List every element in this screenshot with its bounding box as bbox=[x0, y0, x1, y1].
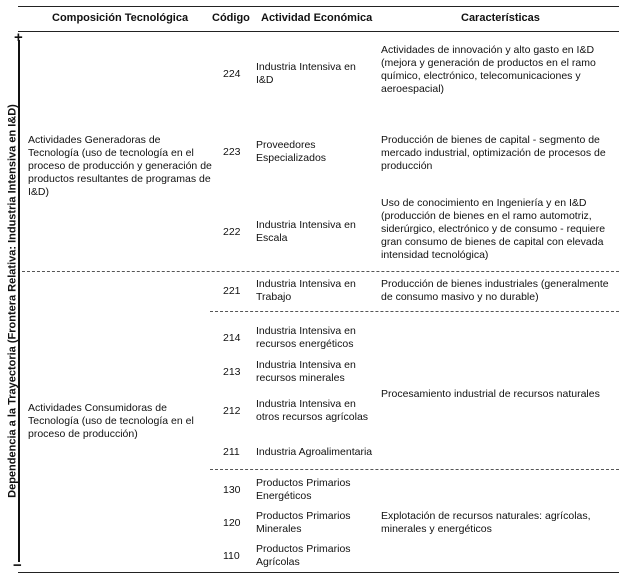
row-code-110: 110 bbox=[223, 550, 240, 562]
row-code-223: 223 bbox=[223, 146, 241, 158]
row-code-222: 222 bbox=[223, 226, 241, 238]
characteristics-1x0: Explotación de recursos naturales: agrícolas, minerales y energéticos bbox=[381, 510, 591, 535]
row-activity-214: Industria Intensiva en recursos energéticos bbox=[256, 325, 356, 350]
group-label-consumidoras: Actividades Consumidoras de Tecnología (uso de tecnología en el proceso de producción) bbox=[28, 402, 194, 440]
group-label-generadoras: Actividades Generadoras de Tecnología (uso de tecnología en el proceso de producción y generación de productos resultantes de programas de I&D) bbox=[28, 134, 212, 198]
row-activity-223: Proveedores Especializados bbox=[256, 139, 327, 164]
row-activity-212: Industria Intensiva en otros recursos agrícolas bbox=[256, 398, 369, 423]
row-code-212: 212 bbox=[223, 405, 241, 417]
row-code-224: 224 bbox=[223, 68, 241, 80]
characteristics-222: Uso de conocimiento en Ingeniería y en I&D (producción de bienes en el ramo automotriz, siderúrgico, electrónico y de consumo - requiere gran consumo de bienes de capital con elevada intensidad tecnológica) bbox=[381, 197, 606, 261]
characteristics-223: Producción de bienes de capital - segmento de mercado industrial, optimización de procesos de producción bbox=[381, 134, 606, 172]
plus-sign: + bbox=[14, 29, 23, 46]
row-activity-110: Productos Primarios Agrícolas bbox=[256, 543, 351, 568]
row-code-130: 130 bbox=[223, 484, 241, 496]
characteristics-221: Producción de bienes industriales (generalmente de consumo masivo y no durable) bbox=[381, 278, 609, 303]
header-codigo: Código bbox=[212, 12, 250, 24]
row-activity-224: Industria Intensiva en I&D bbox=[256, 61, 356, 86]
row-code-213: 213 bbox=[223, 366, 241, 378]
row-activity-120: Productos Primarios Minerales bbox=[256, 510, 351, 535]
row-activity-213: Industria Intensiva en recursos minerales bbox=[256, 359, 356, 384]
row-activity-221: Industria Intensiva en Trabajo bbox=[256, 278, 356, 303]
row-activity-130: Productos Primarios Energéticos bbox=[256, 477, 351, 502]
characteristics-224: Actividades de innovación y alto gasto en I&D (mejora y generación de productos en el ramo químico, electrónico, telecomunicaciones y aeroespacial) bbox=[381, 44, 596, 95]
characteristics-21x: Procesamiento industrial de recursos naturales bbox=[381, 388, 600, 400]
subgroup-divider-1 bbox=[210, 311, 619, 312]
header-composicion: Composición Tecnológica bbox=[52, 12, 189, 24]
row-code-221: 221 bbox=[223, 285, 241, 297]
dependency-axis-label: Dependencia a la Trayectoria (Frontera Relativa: Industria Intensiva en I&D) bbox=[6, 104, 19, 498]
table-bottom-border bbox=[18, 572, 619, 573]
row-code-211: 211 bbox=[223, 446, 240, 458]
table-top-border bbox=[18, 6, 619, 7]
minus-sign: − bbox=[13, 557, 22, 574]
row-code-120: 120 bbox=[223, 517, 241, 529]
header-bottom-border bbox=[18, 31, 619, 32]
row-activity-211: Industria Agroalimentaria bbox=[256, 446, 373, 458]
row-activity-222: Industria Intensiva en Escala bbox=[256, 219, 356, 244]
header-actividad: Actividad Económica bbox=[261, 12, 373, 24]
row-code-214: 214 bbox=[223, 332, 241, 344]
group-divider bbox=[22, 271, 619, 272]
header-caracteristicas: Características bbox=[461, 12, 540, 24]
subgroup-divider-2 bbox=[210, 469, 619, 470]
